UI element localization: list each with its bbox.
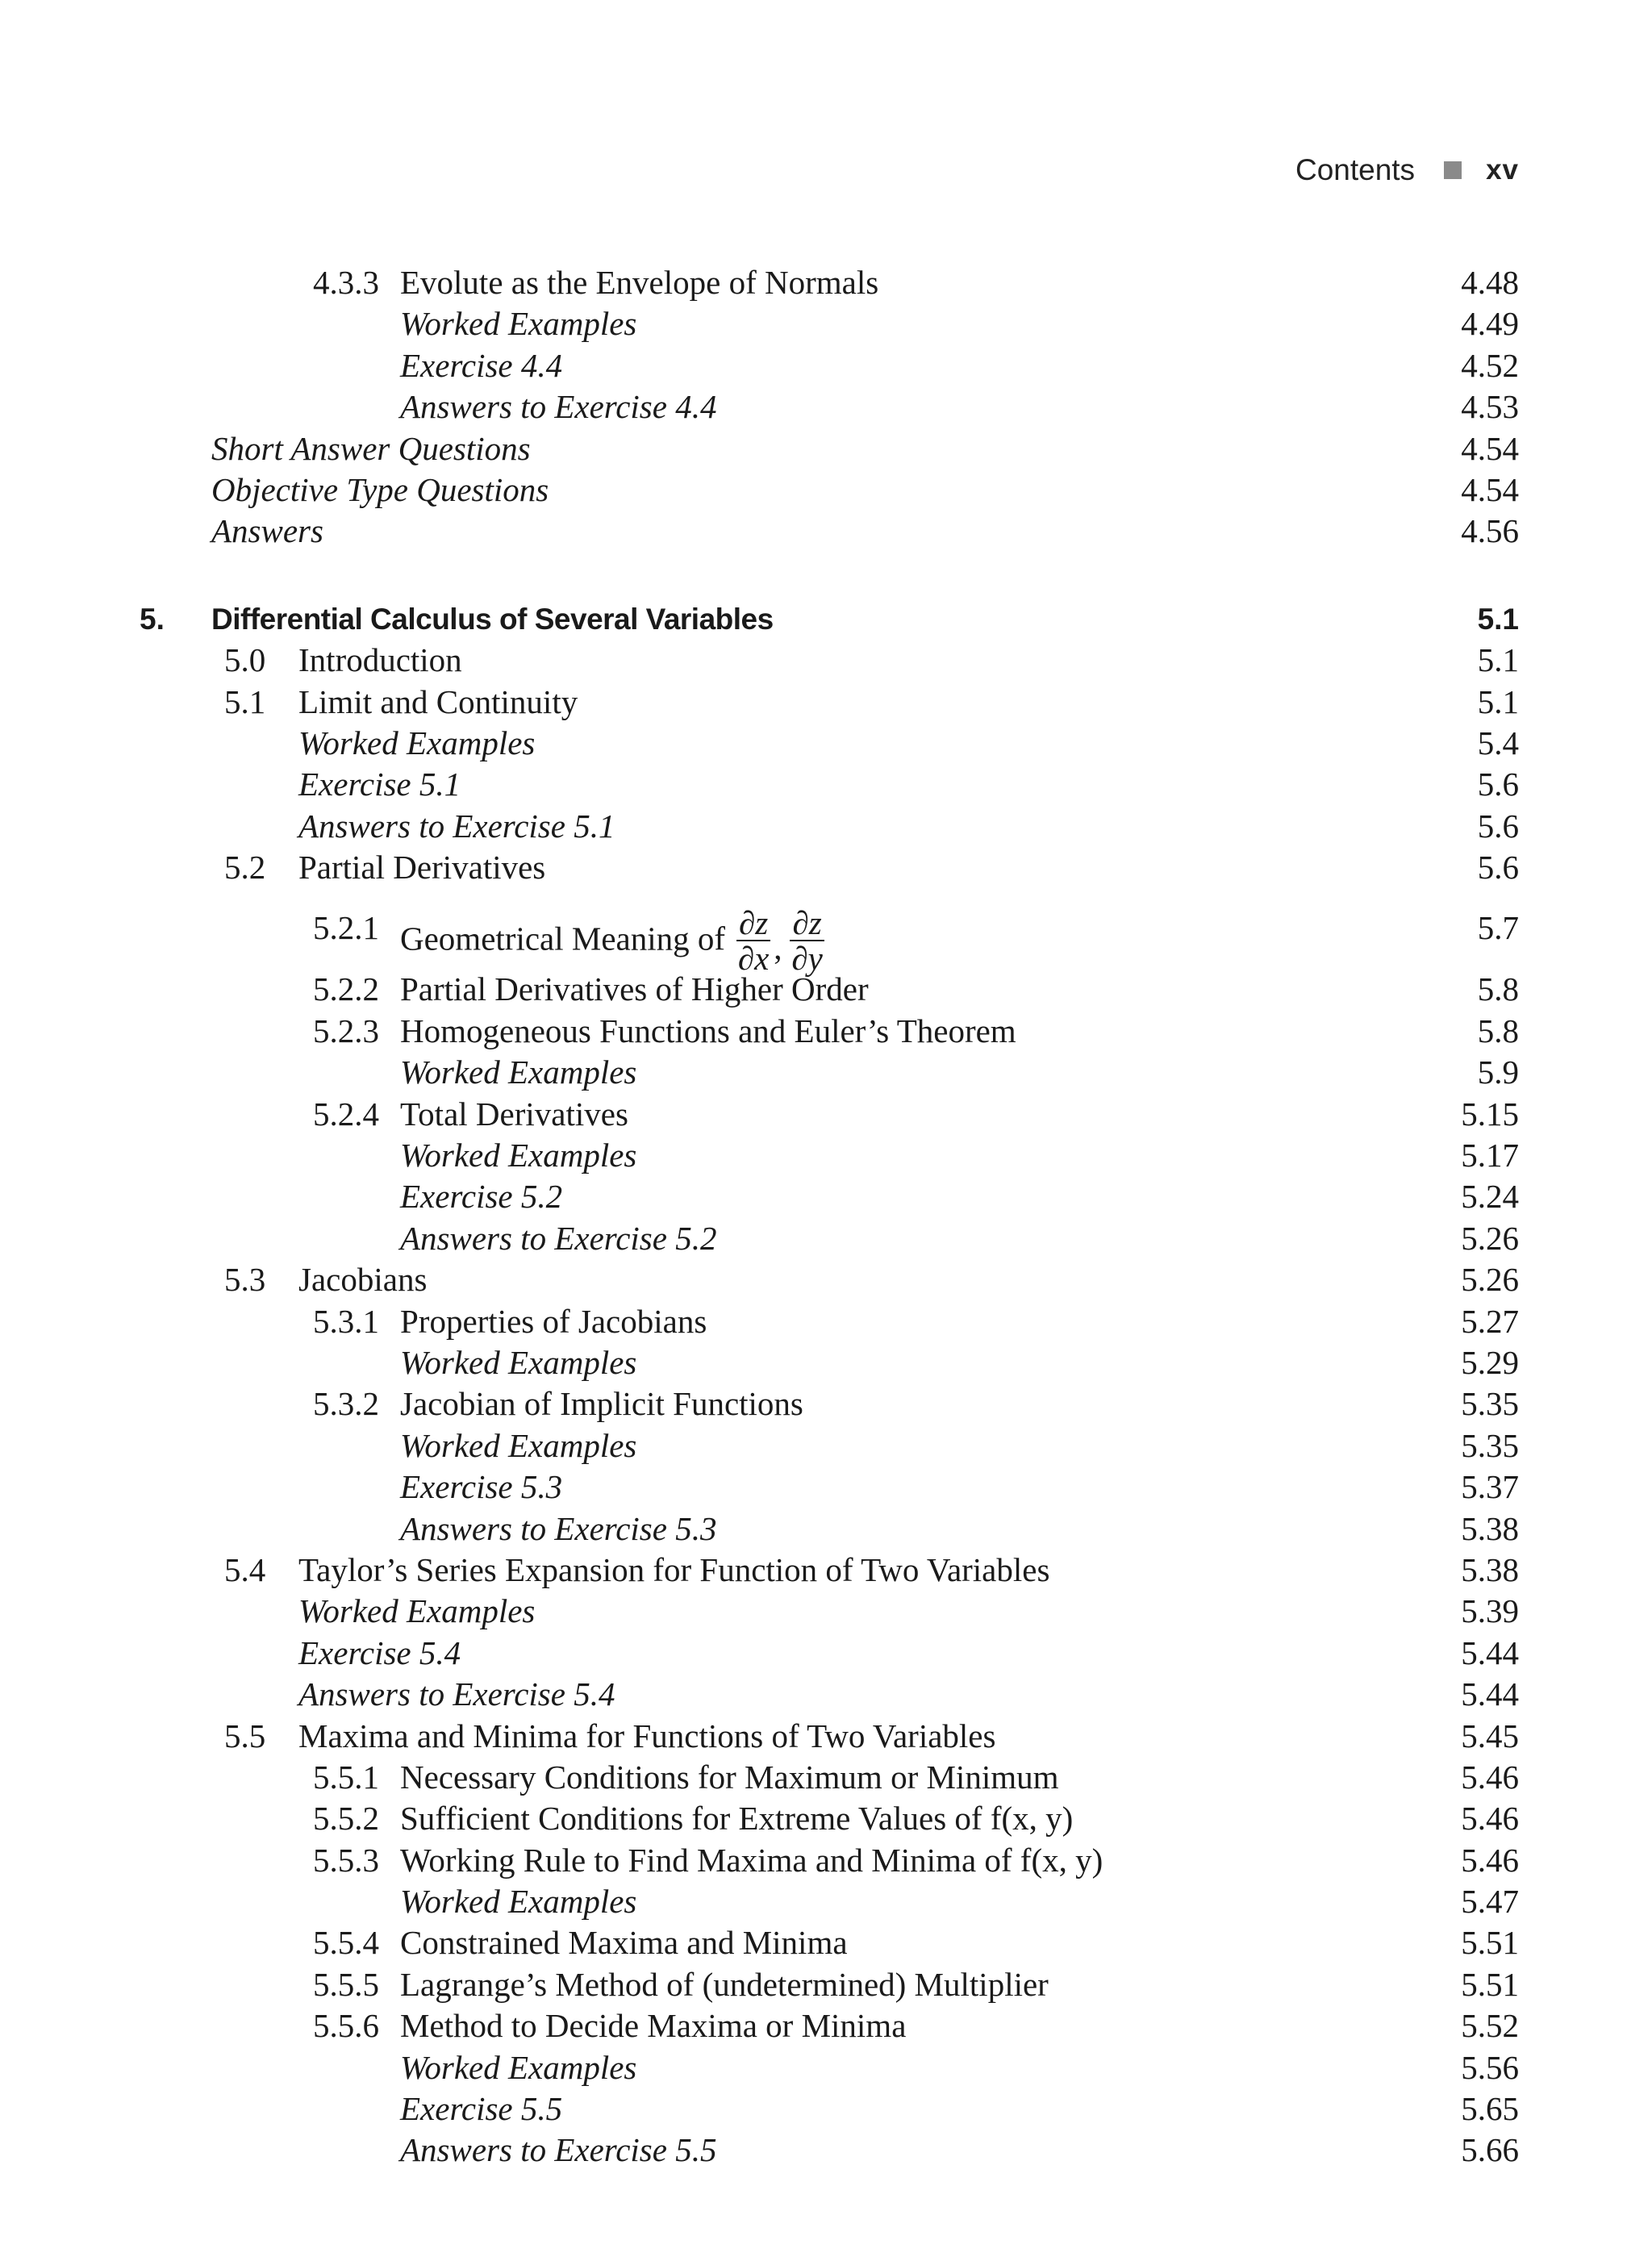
toc-entry-title: Geometrical Meaning of: [400, 920, 726, 957]
toc-entry-title: Objective Type Questions: [211, 470, 549, 508]
toc-entry-page: 4.54: [1461, 470, 1519, 508]
toc-entry-page: 5.38: [1461, 1509, 1519, 1547]
toc-entry-title: Answers to Exercise 5.3: [400, 1509, 717, 1547]
toc-entry-title: Lagrange’s Method of (undetermined) Multiplier: [400, 1965, 1049, 2003]
toc-entry-5-3-2[interactable]: [0, 1383, 1652, 1425]
toc-chapter-5[interactable]: [0, 599, 1652, 640]
toc-entry-page: 5.44: [1461, 1675, 1519, 1713]
toc-entry-title: Sufficient Conditions for Extreme Values of f(x, y): [400, 1800, 1074, 1838]
toc-entry-4-3-3[interactable]: [0, 262, 1652, 303]
toc-entry-page: 5.45: [1461, 1717, 1519, 1754]
toc-entry-title: Exercise 5.1: [298, 766, 461, 803]
toc-entry-5-5-1[interactable]: [0, 1757, 1652, 1798]
toc-entry-title-with-formula: [400, 904, 824, 978]
toc-entry-title: Exercise 5.4: [298, 1633, 461, 1671]
toc-entry-page: 5.35: [1461, 1426, 1519, 1464]
toc-entry-answers[interactable]: [0, 2130, 1652, 2171]
toc-entry-page: 4.54: [1461, 429, 1519, 467]
toc-entry-exercise[interactable]: [0, 1633, 1652, 1674]
toc-entry-page: 5.38: [1461, 1550, 1519, 1588]
toc-entry-title: Worked Examples: [298, 724, 536, 761]
running-head-section: Contents: [1295, 153, 1416, 186]
fraction-dz-dx: [736, 904, 770, 978]
toc-entry-title: Taylor’s Series Expansion for Function of Two Variables: [298, 1550, 1050, 1588]
toc-entry-page: 5.8: [1477, 970, 1519, 1008]
toc-entry-page: 5.24: [1461, 1178, 1519, 1216]
toc-entry-number: 5.1: [224, 682, 266, 720]
toc-entry-title: Total Derivatives: [400, 1095, 628, 1133]
toc-entry-title: Working Rule to Find Maxima and Minima of f(x, y): [400, 1841, 1103, 1879]
fraction-numerator: ∂z: [790, 906, 824, 941]
toc-entry-number: 5.5.4: [313, 1924, 379, 1962]
toc-entry-title: Worked Examples: [400, 1053, 637, 1091]
chapter-spacer: [0, 553, 1652, 599]
toc-entry-number: 5.5: [224, 1717, 266, 1754]
toc-entry-number: 5.2.3: [313, 1012, 379, 1049]
toc-entry-number: 5.4: [224, 1550, 266, 1588]
toc-entry-worked-examples[interactable]: [0, 1342, 1652, 1383]
toc-entry-5-2-3[interactable]: [0, 1011, 1652, 1052]
partial-derivative-formula: [736, 904, 824, 978]
toc-entry-page: 5.15: [1461, 1095, 1519, 1133]
toc-entry-number: 5.5.6: [313, 2007, 379, 2045]
toc-entry-title: Partial Derivatives: [298, 849, 546, 887]
chapter-title: Differential Calculus of Several Variables: [211, 602, 774, 636]
toc-entry-title: Exercise 5.5: [400, 2090, 563, 2128]
toc-entry-title: Answers to Exercise 4.4: [400, 388, 717, 426]
toc-entry-page: 5.51: [1461, 1924, 1519, 1962]
fraction-dz-dy: [790, 904, 824, 978]
formula-separator: ,: [774, 928, 782, 966]
toc-entry-title: Worked Examples: [400, 2048, 637, 2086]
toc-entry-title: Short Answer Questions: [211, 429, 531, 467]
toc-entry-page: 5.46: [1461, 1800, 1519, 1838]
toc-entry-page: 5.9: [1477, 1053, 1519, 1091]
toc-entry-title: Worked Examples: [400, 1426, 637, 1464]
toc-entry-number: 5.3.2: [313, 1385, 379, 1423]
toc-entry-page: 4.48: [1461, 264, 1519, 301]
toc-entry-5-2-4[interactable]: [0, 1094, 1652, 1135]
toc-entry-number: 4.3.3: [313, 264, 379, 301]
toc-entry-answers[interactable]: [0, 1218, 1652, 1259]
square-bullet-icon: [1444, 161, 1462, 179]
toc-entry-worked-examples[interactable]: [0, 723, 1652, 764]
toc-entry-page: 5.1: [1477, 682, 1519, 720]
fraction-denominator: ∂y: [791, 940, 823, 978]
toc-entry-5-4[interactable]: [0, 1550, 1652, 1591]
toc-entry-5-5-5[interactable]: [0, 1964, 1652, 2005]
toc-entry-page: 5.39: [1461, 1592, 1519, 1630]
toc-entry-title: Partial Derivatives of Higher Order: [400, 970, 869, 1008]
toc-entry-exercise[interactable]: [0, 1176, 1652, 1217]
toc-entry-page: 5.6: [1477, 849, 1519, 887]
toc-entry-page: 5.6: [1477, 766, 1519, 803]
toc-entry-title: Introduction: [298, 641, 462, 679]
toc-entry-page: 4.53: [1461, 388, 1519, 426]
toc-entry-title: Jacobians: [298, 1261, 428, 1299]
toc-entry-worked-examples[interactable]: [0, 1425, 1652, 1466]
toc-entry-5-5-6[interactable]: [0, 2005, 1652, 2046]
toc-entry-5-5-2[interactable]: [0, 1798, 1652, 1839]
toc-entry-title: Exercise 5.3: [400, 1468, 563, 1506]
toc-entry-title: Answers to Exercise 5.1: [298, 807, 615, 845]
toc-entry-title: Properties of Jacobians: [400, 1302, 707, 1340]
toc-entry-page: 5.46: [1461, 1758, 1519, 1796]
toc-entry-5-3-1[interactable]: [0, 1301, 1652, 1342]
toc-entry-page: 5.1: [1477, 641, 1519, 679]
toc-entry-5-3[interactable]: [0, 1259, 1652, 1300]
toc-entry-number: 5.2.2: [313, 970, 379, 1008]
toc-entry-number: 5.0: [224, 641, 266, 679]
toc-entry-page: 5.52: [1461, 2007, 1519, 2045]
toc-entry-title: Constrained Maxima and Minima: [400, 1924, 848, 1962]
toc-entry-page: 5.26: [1461, 1261, 1519, 1299]
toc-entry-number: 5.3.1: [313, 1302, 379, 1340]
fraction-denominator: ∂x: [737, 940, 770, 978]
toc-entry-page: 5.29: [1461, 1343, 1519, 1381]
toc-entry-page: 5.7: [1477, 909, 1519, 947]
toc-entry-5-5[interactable]: [0, 1716, 1652, 1757]
toc-entry-title: Answers to Exercise 5.2: [400, 1219, 717, 1257]
toc-entry-answers[interactable]: [0, 1508, 1652, 1550]
toc-entry-answers[interactable]: [0, 511, 1652, 552]
toc-entry-5-2[interactable]: [0, 847, 1652, 888]
toc-entry-page: 4.52: [1461, 346, 1519, 384]
toc-entry-title: Worked Examples: [400, 1137, 637, 1174]
running-head: [1295, 150, 1519, 190]
fraction-numerator: ∂z: [736, 906, 770, 941]
toc-entry-title: Worked Examples: [298, 1592, 536, 1630]
toc-entry-page: 5.51: [1461, 1965, 1519, 2003]
toc-entry-title: Exercise 5.2: [400, 1178, 563, 1216]
chapter-page: 5.1: [1477, 602, 1519, 636]
toc-entry-worked-examples[interactable]: [0, 1052, 1652, 1093]
toc-entry-title: Limit and Continuity: [298, 682, 578, 720]
toc-entry-title: Maxima and Minima for Functions of Two Variables: [298, 1717, 996, 1754]
toc-entry-worked-examples[interactable]: [0, 1881, 1652, 1922]
chapter-number: 5.: [140, 602, 165, 636]
toc-entry-title: Exercise 4.4: [400, 346, 563, 384]
toc-entry-page: 5.26: [1461, 1219, 1519, 1257]
toc-entry-number: 5.5.3: [313, 1841, 379, 1879]
toc-entry-page: 5.35: [1461, 1385, 1519, 1423]
toc-entry-5-5-3[interactable]: [0, 1840, 1652, 1881]
toc-entry-number: 5.5.5: [313, 1965, 379, 2003]
toc-entry-title: Answers: [211, 512, 323, 550]
toc-entry-page: 5.6: [1477, 807, 1519, 845]
toc-entry-5-5-4[interactable]: [0, 1922, 1652, 1963]
toc-entry-5-2-2[interactable]: [0, 969, 1652, 1010]
toc-entry-exercise[interactable]: [0, 764, 1652, 805]
toc-entry-title: Evolute as the Envelope of Normals: [400, 264, 879, 301]
toc-entry-worked-examples[interactable]: [0, 1135, 1652, 1176]
toc-entry-page: 5.4: [1477, 724, 1519, 761]
toc-entry-page: 5.37: [1461, 1468, 1519, 1506]
toc-entry-worked-examples[interactable]: [0, 1591, 1652, 1632]
toc-entry-exercise[interactable]: [0, 2088, 1652, 2130]
toc-entry-page: 5.17: [1461, 1137, 1519, 1174]
toc-entry-page: 5.44: [1461, 1633, 1519, 1671]
toc-entry-page: 5.56: [1461, 2048, 1519, 2086]
toc-entry-worked-examples[interactable]: [0, 303, 1652, 344]
toc-entry-title: Answers to Exercise 5.5: [400, 2131, 717, 2169]
toc-entry-5-1[interactable]: [0, 682, 1652, 723]
toc-entry-page: 5.65: [1461, 2090, 1519, 2128]
toc-entry-exercise[interactable]: [0, 1466, 1652, 1508]
toc-entry-title: Homogeneous Functions and Euler’s Theorem: [400, 1012, 1016, 1049]
toc-entry-title: Jacobian of Implicit Functions: [400, 1385, 803, 1423]
toc-entry-objective-type-questions[interactable]: [0, 469, 1652, 511]
toc-entry-answers[interactable]: [0, 1674, 1652, 1715]
toc-entry-answers[interactable]: [0, 806, 1652, 847]
toc-entry-page: 4.56: [1461, 512, 1519, 550]
toc-entry-5-2-1[interactable]: [0, 888, 1652, 978]
toc-entry-page: 5.27: [1461, 1302, 1519, 1340]
toc-entry-title: Method to Decide Maxima or Minima: [400, 2007, 907, 2045]
toc-entry-title: Worked Examples: [400, 1883, 637, 1921]
toc-entry-number: 5.5.2: [313, 1800, 379, 1838]
toc-entry-title: Necessary Conditions for Maximum or Minimum: [400, 1758, 1059, 1796]
toc-entry-worked-examples[interactable]: [0, 2047, 1652, 2088]
toc-entry-title: Worked Examples: [400, 1343, 637, 1381]
toc-entry-number: 5.5.1: [313, 1758, 379, 1796]
toc-entry-answers[interactable]: [0, 386, 1652, 428]
toc-entry-5-0[interactable]: [0, 640, 1652, 681]
toc-entry-page: 4.49: [1461, 305, 1519, 343]
toc-entry-number: 5.2.4: [313, 1095, 379, 1133]
toc-entry-title: Answers to Exercise 5.4: [298, 1675, 615, 1713]
page-number: xv: [1486, 154, 1519, 186]
toc-entry-number: 5.2: [224, 849, 266, 887]
toc-entry-short-answer-questions[interactable]: [0, 428, 1652, 469]
toc-entry-exercise[interactable]: [0, 345, 1652, 386]
toc-entry-title: Worked Examples: [400, 305, 637, 343]
toc-entry-number: 5.2.1: [313, 909, 379, 947]
toc-entry-number: 5.3: [224, 1261, 266, 1299]
toc-entry-page: 5.47: [1461, 1883, 1519, 1921]
toc-entry-page: 5.46: [1461, 1841, 1519, 1879]
toc-entry-page: 5.66: [1461, 2131, 1519, 2169]
toc-entry-page: 5.8: [1477, 1012, 1519, 1049]
table-of-contents: [0, 262, 1652, 2171]
